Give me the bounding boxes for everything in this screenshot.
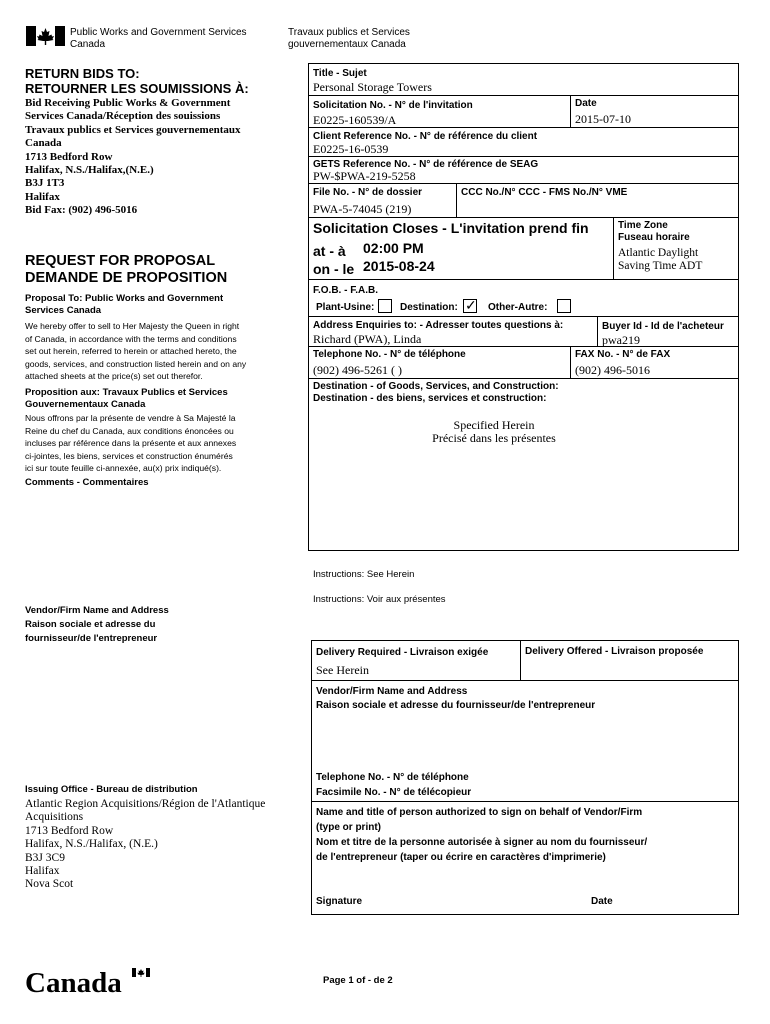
paragraph-line: Reine du chef du Canada, aux conditions énoncées ou [25, 425, 234, 436]
plant-checkbox[interactable] [378, 299, 392, 313]
address-line: Halifax, N.S./Halifax, (N.E.) [25, 838, 158, 851]
destination-goods-label-en: Destination - of Goods, Services, and Construction: [313, 381, 559, 392]
address-line: Acquisitions [25, 811, 84, 824]
divider [456, 183, 457, 217]
address-enquiries-value: Richard (PWA), Linda [313, 332, 422, 346]
fax-label: FAX No. - N° de FAX [575, 349, 671, 360]
comments-label: Comments - Commentaires [25, 477, 149, 488]
paragraph-line: attached sheets at the price(s) set out therefor. [25, 371, 203, 382]
vendor-left-label [25, 604, 169, 646]
destination-goods-label-fr: Destination - des biens, services et construction: [313, 393, 547, 404]
address-line: 1713 Bedford Row [25, 824, 114, 837]
proposition-label-line1: Proposition aux: Travaux Publics et Services [25, 387, 228, 398]
divider [311, 680, 739, 681]
divider [570, 346, 571, 378]
dept-name-fr-line2: gouvernementaux Canada [288, 39, 406, 50]
divider [308, 346, 739, 347]
dept-name-fr [288, 27, 410, 51]
paragraph-line: ci-jointes, les biens, services et construction énumérés [25, 450, 233, 461]
address-line: Halifax, N.S./Halifax,(N.E.) [25, 164, 154, 177]
vendor-phone-label: Telephone No. - N° de téléphone [316, 772, 469, 783]
proposal-to-label-line2: Services Canada [25, 305, 102, 316]
instructions-en: Instructions: See Herein [313, 569, 415, 580]
signature-field[interactable] [370, 892, 580, 912]
vendor-fax-label: Facsimile No. - N° de télécopieur [316, 787, 472, 798]
address-line: Travaux publics et Services gouvernementaux [25, 123, 241, 136]
dept-name-en-line1: Public Works and Government Services [70, 27, 247, 38]
other-label: Other-Autre: [488, 302, 548, 313]
proposal-to-label-line1: Proposal To: Public Works and Government [25, 293, 224, 304]
auth-label-line1: Name and title of person authorized to sign on behalf of Vendor/Firm [316, 807, 643, 818]
destination-goods-value-fr: Précisé dans les présentes [432, 431, 556, 445]
vendor-label-line2: Raison sociale et adresse du fournisseur/de l'entrepreneur [316, 700, 596, 711]
vendor-left-label-line3: fournisseur/de l'entrepreneur [25, 633, 158, 644]
vendor-name-address-field[interactable] [316, 715, 734, 770]
destination-goods-value-en: Specified Herein [453, 418, 535, 432]
paragraph-line: ici sur toute feuille ci-annexée, au(x) prix indiqué(s). [25, 463, 222, 474]
destination-goods-label [313, 381, 559, 405]
signature-date-label: Date [591, 896, 613, 907]
address-line: Nova Scot [25, 878, 74, 891]
client-ref-label: Client Reference No. - N° de référence du client [313, 131, 538, 142]
destination-goods-value [308, 419, 680, 445]
file-no-value: PWA-5-74045 (219) [313, 202, 412, 216]
return-bids-heading-fr: RETOURNER LES SOUMISSIONS À: [25, 81, 249, 96]
vendor-label-line1: Vendor/Firm Name and Address [316, 686, 468, 697]
delivery-offered-field[interactable] [525, 660, 733, 676]
checkmark-icon: ✓ [465, 297, 477, 313]
return-bids-heading-en: RETURN BIDS TO: [25, 66, 140, 81]
time-zone-value-line2: Saving Time ADT [618, 260, 703, 272]
solicitation-no-value: E0225-160539/A [313, 113, 397, 127]
return-bids-address [25, 97, 241, 218]
closing-at-label: at - à [313, 243, 346, 259]
instructions-fr: Instructions: Voir aux présentes [313, 594, 446, 605]
time-zone-label-fr: Fuseau horaire [618, 231, 690, 243]
proposal-to-text [25, 320, 246, 383]
buyer-id-value: pwa219 [602, 333, 640, 347]
address-line: Halifax [25, 865, 60, 878]
gets-ref-value: PW-$PWA-219-5258 [313, 169, 416, 183]
rfp-heading [25, 253, 227, 287]
paragraph-line: Nous offrons par la présente de vendre à Sa Majesté la [25, 413, 236, 423]
ccc-no-label: CCC No./N° CCC - FMS No./N° VME [461, 187, 628, 198]
file-no-label: File No. - N° de dossier [313, 187, 423, 198]
divider [570, 95, 571, 127]
date-label: Date [575, 98, 597, 109]
return-bids-heading [25, 66, 249, 96]
signature-label: Signature [316, 896, 363, 907]
divider [308, 156, 739, 157]
proposition-label-line2: Gouvernementaux Canada [25, 399, 146, 410]
dept-name-en-line2: Canada [70, 39, 106, 50]
delivery-offered-label: Delivery Offered - Livraison proposée [525, 646, 704, 657]
buyer-id-label: Buyer Id - Id de l'acheteur [602, 321, 724, 332]
divider [308, 279, 739, 280]
authorized-person-label [316, 805, 647, 865]
address-line: Atlantic Region Acquisitions/Région de l'Atlantique [25, 798, 266, 810]
title-value: Personal Storage Towers [313, 80, 432, 94]
vendor-left-label-line1: Vendor/Firm Name and Address [25, 605, 169, 616]
divider [613, 217, 614, 279]
telephone-value: (902) 496-5261 ( ) [313, 363, 402, 377]
divider [311, 801, 739, 802]
fax-value: (902) 496-5016 [575, 363, 650, 377]
closing-date-value: 2015-08-24 [363, 258, 435, 274]
plant-label: Plant-Usine: [316, 302, 375, 313]
canada-wordmark-text: Canada [25, 967, 122, 999]
time-zone-label-en: Time Zone [618, 220, 668, 231]
divider [308, 183, 739, 184]
divider [308, 95, 739, 96]
paragraph-line: We hereby offer to sell to Her Majesty the Queen in right [25, 321, 240, 331]
auth-label-line4: de l'entrepreneur (taper ou écrire en caractères d'imprimerie) [316, 852, 606, 863]
wordmark-flag-icon [132, 968, 150, 977]
paragraph-line: goods, services, and construction listed herein and on any [25, 358, 247, 369]
closing-on-label: on - le [313, 261, 355, 277]
divider [308, 378, 739, 379]
authorized-person-field[interactable] [316, 866, 734, 890]
telephone-label: Telephone No. - N° de téléphone [313, 349, 466, 360]
address-line: B3J 3C9 [25, 851, 65, 864]
canada-wordmark [25, 964, 135, 1004]
address-line: 1713 Bedford Row [25, 150, 113, 163]
address-line: Canada [25, 137, 62, 150]
other-checkbox[interactable] [557, 299, 571, 313]
rfp-heading-fr: DEMANDE DE PROPOSITION [25, 270, 228, 286]
delivery-required-value: See Herein [316, 663, 369, 677]
date-value: 2015-07-10 [575, 112, 631, 126]
rfp-heading-en: REQUEST FOR PROPOSAL [25, 253, 216, 269]
destination-checkbox[interactable] [463, 299, 477, 313]
canada-flag-icon [26, 26, 65, 46]
fob-label: F.O.B. - F.A.B. [313, 285, 378, 296]
closing-time-value: 02:00 PM [363, 240, 424, 256]
divider [520, 640, 521, 680]
proposal-to-label [25, 293, 223, 317]
destination-label: Destination: [400, 302, 458, 313]
dept-name-en [70, 27, 247, 51]
divider [597, 316, 598, 346]
title-label: Title - Sujet [313, 68, 367, 79]
dept-name-fr-line1: Travaux publics et Services [288, 27, 410, 38]
address-line: B3J 1T3 [25, 177, 65, 190]
address-line: Services Canada/Réception des souissions [25, 110, 221, 123]
divider [308, 316, 739, 317]
auth-label-line3: Nom et titre de la personne autorisée à signer au nom du fournisseur/ [316, 837, 648, 848]
vendor-left-label-line2: Raison sociale et adresse du [25, 619, 156, 630]
time-zone-value [618, 247, 702, 273]
time-zone-value-line1: Atlantic Daylight [618, 247, 699, 259]
address-enquiries-label: Address Enquiries to: - Adresser toutes questions à: [313, 320, 564, 331]
page-number: Page 1 of - de 2 [323, 975, 393, 986]
delivery-required-label: Delivery Required - Livraison exigée [316, 647, 489, 658]
issuing-office-address [25, 798, 265, 892]
gets-ref-label: GETS Reference No. - N° de référence de SEAG [313, 159, 539, 170]
client-ref-value: E0225-16-0539 [313, 142, 389, 156]
solicitation-no-label: Solicitation No. - N° de l'invitation [313, 100, 473, 111]
signature-date-field[interactable] [620, 892, 732, 912]
paragraph-line: set out herein, referred to herein or attached hereto, the [25, 346, 237, 357]
divider [308, 217, 739, 218]
address-line: Halifax [25, 190, 60, 203]
paragraph-line: of Canada, in accordance with the terms and conditions [25, 333, 237, 344]
solicitation-closes-title: Solicitation Closes - L'invitation prend fin [313, 220, 589, 236]
paragraph-line: incluses par référence dans la présente et aux annexes [25, 438, 237, 449]
proposition-label [25, 387, 228, 411]
bid-fax-line: Bid Fax: (902) 496-5016 [25, 204, 138, 217]
divider [308, 127, 739, 128]
proposition-text [25, 412, 236, 475]
address-line: Bid Receiving Public Works & Government [25, 97, 231, 109]
issuing-office-label: Issuing Office - Bureau de distribution [25, 784, 198, 795]
vendor-name-address-label [316, 685, 595, 713]
auth-label-line2: (type or print) [316, 822, 381, 833]
time-zone-label [618, 220, 690, 243]
